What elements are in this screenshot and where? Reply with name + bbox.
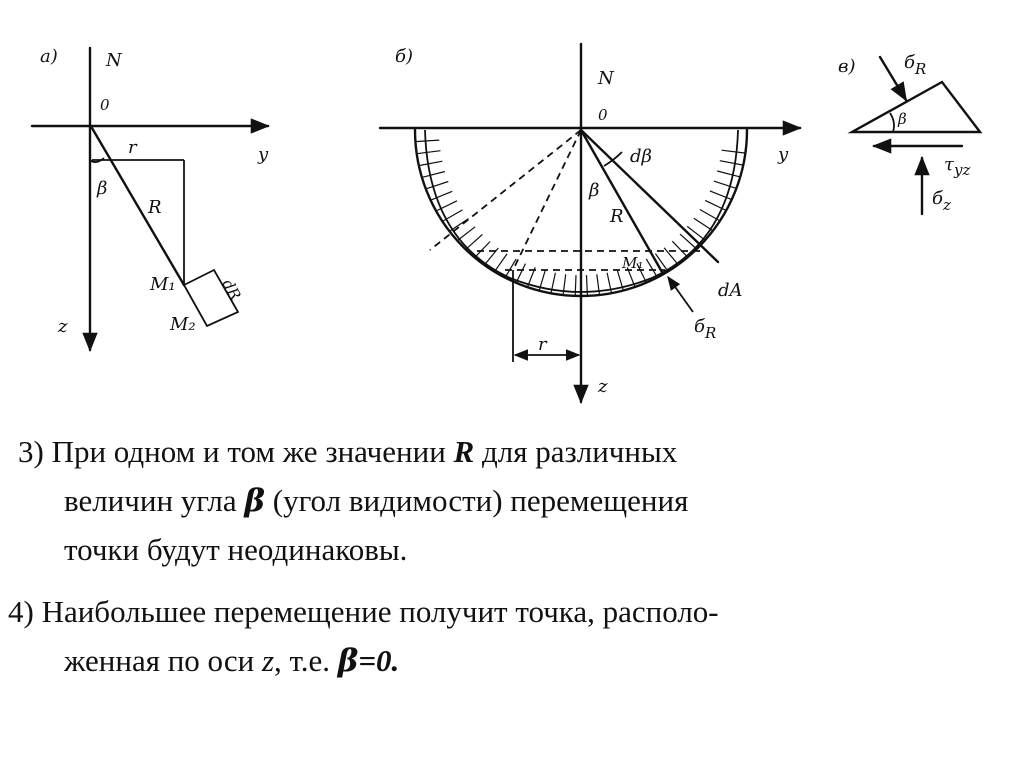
- diagram-b: [380, 44, 800, 402]
- hatch-line: [672, 241, 687, 257]
- item-3-line-3: точки будут неодинаковы.: [64, 531, 408, 567]
- diagram-b-dA-label: dA: [718, 280, 743, 301]
- item-4-z: z: [261, 642, 275, 678]
- diagram-c: [838, 52, 980, 214]
- diagram-b-R-label: R: [610, 206, 624, 227]
- hatch-line: [417, 151, 441, 154]
- hatch-line: [717, 171, 740, 177]
- diagram-b-sigmaR-arrow: [668, 277, 693, 312]
- diagram-a-R-label: R: [148, 197, 162, 218]
- diagram-b-dashed-ray-2: [513, 130, 581, 270]
- diagram-c-sigmaz-label: $б_z$: [932, 188, 951, 214]
- diagram-c-label: в): [838, 56, 856, 77]
- hatch-line: [422, 172, 445, 178]
- diagram-a: [32, 46, 269, 350]
- item-3-R: R: [453, 434, 475, 469]
- item-4-beta: β: [337, 642, 359, 679]
- item-4: [0, 588, 1000, 686]
- diagram-b-M1-label: M₁: [622, 254, 644, 272]
- diagram-a-M1-label: M₁: [150, 274, 176, 295]
- diagram-c-beta-label: β: [898, 110, 907, 128]
- diagram-a-R-line: [92, 128, 184, 285]
- hatch-line: [419, 161, 442, 165]
- diagram-b-dashed-ray-1: [430, 130, 581, 250]
- item-3: [0, 428, 1000, 575]
- item-4-line-2: [0, 637, 1000, 686]
- diagram-b-y-label: y: [778, 144, 789, 165]
- diagram-a-label: а): [40, 46, 58, 67]
- diagram-a-y-label: y: [258, 144, 269, 165]
- hatch-line: [431, 191, 453, 200]
- diagram-b-O-label: 0: [598, 106, 608, 124]
- item-3-line-2-prefix: величин угла: [64, 482, 245, 518]
- diagram-c-sigmaR-label: $б_R$: [904, 52, 927, 78]
- diagram-c-triangle: [852, 82, 980, 132]
- hatch-line: [415, 140, 439, 142]
- item-3-line-2-suffix: (угол видимости) перемещения: [265, 482, 689, 518]
- hatch-line: [475, 242, 490, 258]
- diagram-a-beta-label: β: [97, 178, 108, 199]
- item-3-line-2: [0, 477, 1000, 526]
- diagram-a-z-label: z: [58, 316, 68, 337]
- hatch-line: [495, 254, 508, 272]
- item-4-line-2-prefix: женная по оси: [64, 642, 262, 678]
- item-4-line-1: 4) Наибольшее перемещение получит точка, располо-: [8, 594, 719, 629]
- diagram-b-beta-label: β: [589, 180, 600, 201]
- diagram-b-dbeta-label: dβ: [630, 146, 652, 167]
- hatch-line: [505, 259, 516, 278]
- hatch-line: [714, 181, 737, 188]
- diagram-b-N-label: N: [598, 68, 614, 89]
- diagram-c-beta-arc: [890, 113, 894, 132]
- hatch-line: [426, 182, 449, 189]
- diagram-b-sigmaR-label: $б_R$: [694, 316, 717, 342]
- diagram-a-M2-label: M₂: [170, 314, 196, 335]
- item-4-line-2-mid: , т.е.: [274, 642, 338, 678]
- item-4-eq: =0.: [358, 642, 400, 678]
- diagram-a-N-label: N: [106, 50, 122, 71]
- diagram-b-z-label: z: [598, 376, 608, 397]
- diagram-c-sigmaR-arrow: [880, 57, 906, 100]
- hatch-line: [720, 161, 744, 165]
- diagram-a-dR-label: dR: [218, 276, 245, 304]
- item-3-line-1: [0, 428, 1000, 477]
- diagram-c-tau-label: $\tau_{yz}$: [944, 154, 971, 179]
- hatch-line: [722, 150, 746, 153]
- item-3-line-1-suffix: для различных: [474, 434, 678, 469]
- diagram-b-label: б): [395, 46, 414, 67]
- item-3-beta: β: [244, 482, 266, 519]
- hatch-line: [680, 234, 697, 249]
- diagram-a-O-label: 0: [100, 96, 110, 114]
- diagram-b-r-label: r: [538, 334, 547, 355]
- diagram-a-r-label: r: [128, 137, 137, 158]
- hatch-line: [466, 234, 483, 249]
- item-3-line-1-prefix: 3) При одном и том же значении: [18, 434, 454, 469]
